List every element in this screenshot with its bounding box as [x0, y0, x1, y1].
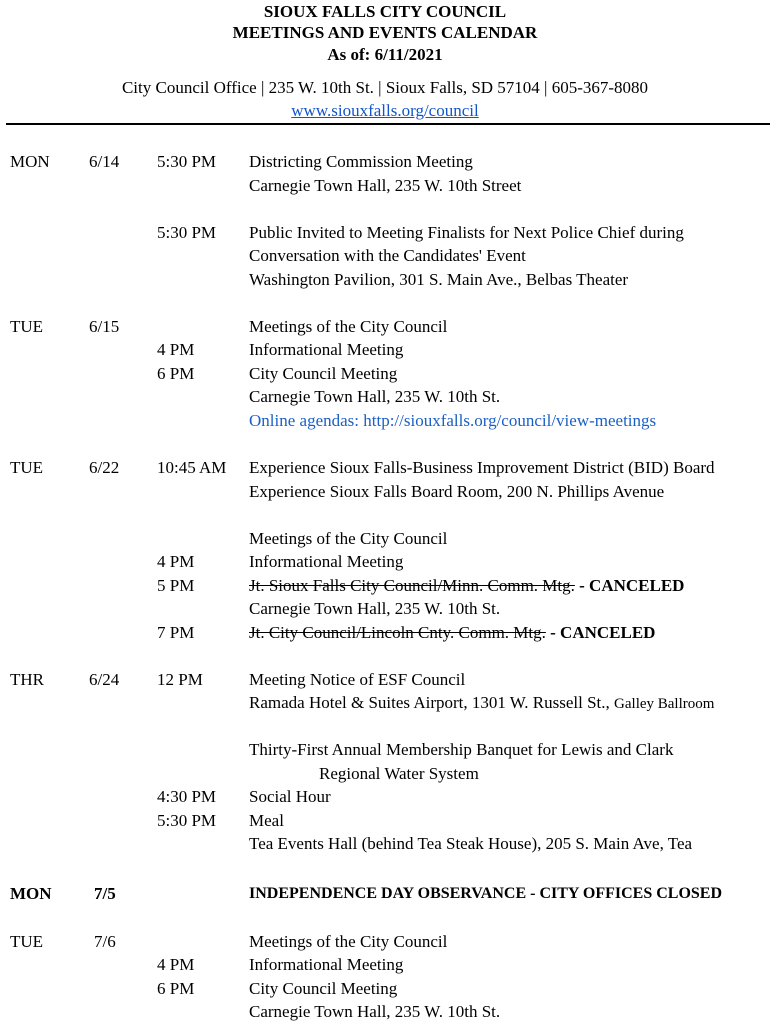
date-label: 6/15: [89, 317, 120, 336]
event-time: 5 PM: [157, 576, 195, 595]
event-location-room: Galley Ballroom: [614, 696, 715, 712]
page-subtitle: MEETINGS AND EVENTS CALENDAR: [232, 23, 538, 42]
header-divider: [6, 123, 770, 125]
event-time: 6 PM: [157, 364, 195, 383]
date-label: 6/14: [89, 152, 120, 171]
date-label: 6/22: [89, 458, 120, 477]
event-title: Informational Meeting: [249, 340, 404, 359]
date-label: 6/24: [89, 670, 120, 689]
event-time: 5:30 PM: [157, 223, 217, 242]
event-title: Meeting Notice of ESF Council: [249, 670, 466, 689]
event-location: Carnegie Town Hall, 235 W. 10th St.: [249, 599, 501, 618]
event-time: 7 PM: [157, 623, 195, 642]
day-label: THR: [10, 670, 44, 689]
meetings-heading: Meetings of the City Council: [249, 932, 448, 951]
event-time: 5:30 PM: [157, 811, 217, 830]
event-time: 4 PM: [157, 552, 195, 571]
day-label: MON: [10, 884, 52, 903]
event-time: 6 PM: [157, 979, 195, 998]
canceled-event-title: Jt. Sioux Falls City Council/Minn. Comm. Mtg.: [249, 576, 575, 595]
event-title-continued: Conversation with the Candidates' Event: [249, 246, 526, 265]
date-label: 7/5: [94, 884, 116, 903]
event-title: Public Invited to Meeting Finalists for Next Police Chief during: [249, 223, 684, 242]
day-label: TUE: [10, 458, 44, 477]
event-time: 5:30 PM: [157, 152, 217, 171]
event-location: Tea Events Hall (behind Tea Steak House), 205 S. Main Ave, Tea: [249, 834, 693, 853]
event-time: 4:30 PM: [157, 787, 217, 806]
event-title: Thirty-First Annual Membership Banquet for Lewis and Clark: [249, 740, 674, 759]
event-title: City Council Meeting: [249, 364, 398, 383]
day-label: MON: [10, 152, 50, 171]
canceled-label: - CANCELED: [574, 576, 685, 595]
event-title: Informational Meeting: [249, 955, 404, 974]
event-time: 4 PM: [157, 955, 195, 974]
council-website-link[interactable]: www.siouxfalls.org/council: [291, 101, 479, 120]
event-location-main: Ramada Hotel & Suites Airport, 1301 W. Russell St.,: [249, 693, 615, 712]
event-time: 10:45 AM: [157, 458, 227, 477]
event-title: City Council Meeting: [249, 979, 398, 998]
canceled-event: [249, 622, 655, 644]
event-title: Social Hour: [249, 787, 331, 806]
event-location: Washington Pavilion, 301 S. Main Ave., Belbas Theater: [249, 270, 629, 289]
day-label: TUE: [10, 317, 44, 336]
event-time: 4 PM: [157, 340, 195, 359]
event-title: Experience Sioux Falls-Business Improvement District (BID) Board: [249, 458, 715, 477]
date-label: 7/6: [94, 932, 116, 951]
event-location: [249, 692, 714, 715]
canceled-event-title: Jt. City Council/Lincoln Cnty. Comm. Mtg.: [249, 623, 546, 642]
page-title: SIOUX FALLS CITY COUNCIL: [263, 2, 507, 21]
canceled-label: - CANCELED: [545, 623, 656, 642]
meetings-heading: Meetings of the City Council: [249, 317, 448, 336]
meetings-heading: Meetings of the City Council: [249, 529, 448, 548]
event-time: 12 PM: [157, 670, 203, 689]
event-location: Experience Sioux Falls Board Room, 200 N. Phillips Avenue: [249, 482, 665, 501]
online-agendas-link[interactable]: Online agendas: http://siouxfalls.org/council/view-meetings: [249, 411, 657, 430]
event-title: Districting Commission Meeting: [249, 152, 473, 171]
event-title-continued: Regional Water System: [319, 764, 479, 783]
event-location: Carnegie Town Hall, 235 W. 10th St.: [249, 1002, 501, 1021]
day-label: TUE: [10, 932, 44, 951]
event-location: Carnegie Town Hall, 235 W. 10th Street: [249, 176, 522, 195]
as-of-date: As of: 6/11/2021: [327, 45, 443, 64]
holiday-notice: INDEPENDENCE DAY OBSERVANCE - CITY OFFICES CLOSED: [249, 885, 723, 902]
canceled-event: [249, 575, 684, 597]
event-title: Meal: [249, 811, 284, 830]
office-contact: City Council Office | 235 W. 10th St. | Sioux Falls, SD 57104 | 605-367-8080: [121, 78, 649, 97]
event-location: Carnegie Town Hall, 235 W. 10th St.: [249, 387, 501, 406]
event-title: Informational Meeting: [249, 552, 404, 571]
